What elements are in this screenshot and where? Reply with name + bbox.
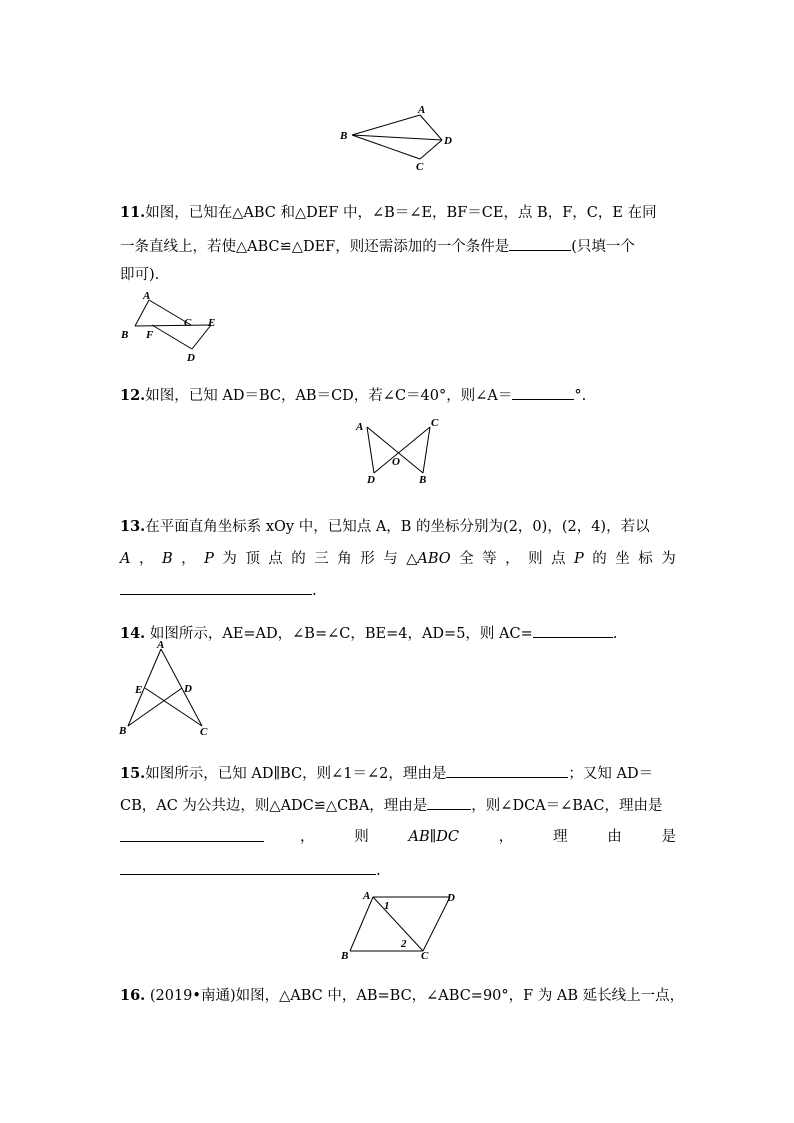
figure-q15 xyxy=(335,885,465,965)
q13-word: B xyxy=(161,551,173,567)
label-b: B xyxy=(340,130,348,142)
label-d: D xyxy=(447,892,455,904)
q12-line1 xyxy=(120,385,676,406)
q15-word: 由 xyxy=(607,829,622,845)
q15-word: 是 xyxy=(661,829,676,845)
q13-word: 点 xyxy=(268,551,283,567)
q15-word: 理 xyxy=(552,829,568,845)
q16-number: 16. xyxy=(120,987,146,1004)
q14-text: 如图所示，AE=AD，∠B=∠C，BE=4，AD=5，则 AC= xyxy=(149,626,533,642)
q13-word: 坐 xyxy=(615,551,630,567)
q12-text-end: °. xyxy=(574,388,587,404)
q15-line2 xyxy=(120,795,676,816)
q13-word: ， xyxy=(505,551,520,567)
q13-word: P xyxy=(204,551,214,567)
label-a: A xyxy=(143,290,151,302)
q13-line3 xyxy=(120,580,676,601)
q11-answer-blank[interactable] xyxy=(509,236,571,251)
q15-word: ， xyxy=(300,829,315,845)
q13-word: 点 xyxy=(551,551,566,567)
q15-word: AB∥DC xyxy=(408,829,460,845)
q15-text2a: CB，AC 为公共边，则△ADC≌△CBA，理由是 xyxy=(120,798,428,814)
q12-answer-blank[interactable] xyxy=(512,385,574,400)
label-b: B xyxy=(419,474,427,486)
q12-text: 如图，已知 AD＝BC，AB＝CD，若∠C＝40°，则∠A＝ xyxy=(145,388,513,404)
label-a: A xyxy=(418,104,426,116)
q15-answer-blank-4[interactable] xyxy=(120,860,376,875)
label-e: E xyxy=(208,317,216,329)
q15-text2b: ，则∠DCA＝∠BAC，理由是 xyxy=(471,798,663,814)
label-c: C xyxy=(184,317,192,329)
label-a: A xyxy=(356,421,364,433)
q13-number: 13. xyxy=(120,518,146,535)
q15-answer-blank-3[interactable] xyxy=(120,827,264,842)
q13-text1: 在平面直角坐标系 xOy 中，已知点 A，B 的坐标分别为(2，0)，(2，4)，若以 xyxy=(145,519,650,535)
q15-line4 xyxy=(120,860,676,881)
q13-word: 三 xyxy=(314,551,329,567)
q14-text-end: . xyxy=(612,626,618,642)
q11-line2 xyxy=(120,236,676,257)
q11-text3: 即可). xyxy=(120,267,160,283)
label-a: A xyxy=(157,639,165,651)
q13-word: 形 xyxy=(360,551,375,567)
q11-line1 xyxy=(120,203,676,223)
figure-q10 xyxy=(330,100,470,175)
q11-text2a: 一条直线上，若使△ABC≌△DEF，则还需添加的一个条件是 xyxy=(120,239,510,255)
q13-word: A xyxy=(120,551,131,567)
q15-line3 xyxy=(120,827,676,848)
q13-word: 为 xyxy=(661,551,676,567)
label-d: D xyxy=(187,352,195,364)
label-d: D xyxy=(367,474,375,486)
q13-word: ， xyxy=(181,551,196,567)
figure-q14 xyxy=(110,640,220,740)
label-b: B xyxy=(121,329,129,341)
q13-word: △ABO xyxy=(406,551,451,567)
q16-text: (2019•南通)如图，△ABC 中，AB=BC，∠ABC=90°，F 为 AB 延长线上一点， xyxy=(149,988,685,1004)
label-1: 1 xyxy=(384,900,390,912)
q13-word: 标 xyxy=(638,551,653,567)
q13-word: 的 xyxy=(291,551,306,567)
q13-word: P xyxy=(574,551,584,567)
q15-line3-words xyxy=(300,827,676,847)
q13-word: 顶 xyxy=(245,551,260,567)
label-b: B xyxy=(119,725,127,737)
q15-text1a: 如图所示，已知 AD∥BC，则∠1＝∠2，理由是 xyxy=(145,766,447,782)
label-d: D xyxy=(184,683,192,695)
q15-word: ， xyxy=(498,829,514,845)
q12-number: 12. xyxy=(120,387,146,404)
q15-word: 则 xyxy=(354,829,369,845)
q13-word: 的 xyxy=(592,551,607,567)
label-c: C xyxy=(200,726,208,738)
q14-answer-blank[interactable] xyxy=(533,623,613,638)
q13-word: 为 xyxy=(222,551,237,567)
label-d: D xyxy=(444,135,452,147)
label-e: E xyxy=(135,684,143,696)
figure-q12 xyxy=(350,415,450,490)
q14-number: 14. xyxy=(120,625,146,642)
q15-text1b: ；又知 AD＝ xyxy=(568,766,654,782)
q13-answer-blank[interactable] xyxy=(120,580,312,595)
label-c: C xyxy=(431,417,439,429)
q16-line1 xyxy=(120,986,685,1006)
q13-line1 xyxy=(120,517,676,537)
q13-word: ， xyxy=(138,551,154,567)
q15-number: 15. xyxy=(120,765,146,782)
q13-text-end: . xyxy=(312,583,317,599)
q15-line1 xyxy=(120,763,676,784)
label-c: C xyxy=(416,161,424,173)
q13-word: 角 xyxy=(337,551,352,567)
q13-word: 全 xyxy=(459,551,474,567)
q13-word: 与 xyxy=(383,551,398,567)
label-c: C xyxy=(421,950,429,962)
q11-text1: 如图，已知在△ABC 和△DEF 中，∠B＝∠E，BF＝CE，点 B，F，C，E 在同 xyxy=(145,205,657,221)
q15-answer-blank-2[interactable] xyxy=(427,795,471,810)
label-o: O xyxy=(392,456,400,468)
label-a: A xyxy=(363,890,371,902)
q13-word: 则 xyxy=(528,551,543,567)
q11-number: 11. xyxy=(120,204,146,221)
label-b: B xyxy=(341,950,349,962)
label-f: F xyxy=(146,329,154,341)
q15-text-end: . xyxy=(376,863,381,879)
label-2: 2 xyxy=(401,938,407,950)
figure-q11 xyxy=(115,288,235,363)
q13-word: 等 xyxy=(482,551,497,567)
q13-line2 xyxy=(120,549,676,569)
q15-answer-blank-1[interactable] xyxy=(446,763,568,778)
q11-text2b: (只填一个 xyxy=(571,239,635,255)
q11-line3 xyxy=(120,265,676,285)
